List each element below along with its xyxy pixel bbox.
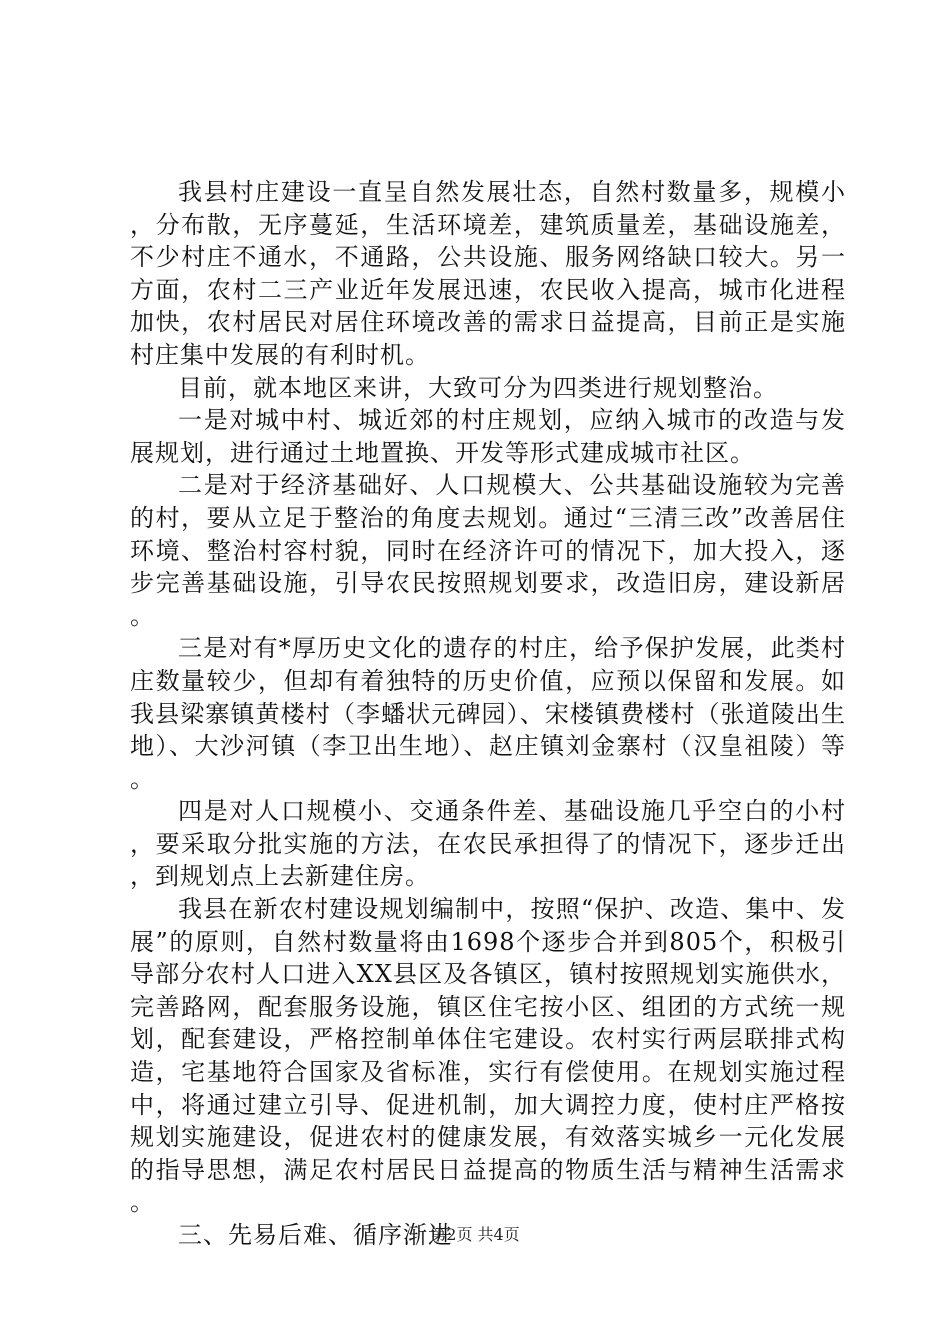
page-number-footer: 第2页 共4页 bbox=[430, 1225, 520, 1244]
document-body bbox=[130, 176, 846, 1252]
paragraph-four-categories: 目前，就本地区来讲，大致可分为四类进行规划整治。 bbox=[178, 373, 778, 402]
paragraph-village-status: 我县村庄建设一直呈自然发展壮态，自然村数量多，规模小，分布散，无序蔓延，生活环境差，建筑质量差，基础设施差，不少村庄不通水，不通路，公共设施、服务网络缺口较大。另一方面，农村二三产业近年发展迅速，农民收入提高，城市化进程加快，农村居民对居住环境改善的需求日益提高，目前正是实施村庄集中发展的有利时机。 bbox=[130, 178, 846, 369]
paragraph-category-two: 二是对于经济基础好、人口规模大、公共基础设施较为完善的村，要从立足于整治的角度去规划。通过“三清三改”改善居住环境、整治村容村貌，同时在经济许可的情况下，加大投入，逐步完善基础设施，引导农民按照规划要求，改造旧房，建设新居。 bbox=[130, 471, 846, 630]
paragraph-category-one: 一是对城中村、城近郊的村庄规划，应纳入城市的改造与发展规划，进行通过土地置换、开发等形式建成城市社区。 bbox=[130, 406, 846, 467]
paragraph-planning-principles: 我县在新农村建设规划编制中，按照“保护、改造、集中、发展”的原则，自然村数量将由1698个逐步合并到805个，积极引导部分农村人口进入XX县区及各镇区，镇村按照规划实施供水，完善路网，配套服务设施，镇区住宅按小区、组团的方式统一规划，配套建设，严格控制单体住宅建设。农村实行两层联排式构造，宅基地符合国家及省标准，实行有偿使用。在规划实施过程中，将通过建立引导、促进机制，加大调控力度，使村庄严格按规划实施建设，促进农村的健康发展，有效落实城乡一元化发展的指导思想，满足农村居民日益提高的物质生活与精神生活需求。 bbox=[130, 895, 846, 1217]
paragraph-category-three: 三是对有*厚历史文化的遗存的村庄，给予保护发展，此类村庄数量较少，但却有着独特的历史价值，应预以保留和发展。如我县梁寨镇黄楼村（李蟠状元碑园）、宋楼镇费楼村（张道陵出生地）、大沙河镇（李卫出生地）、赵庄镇刘金寨村（汉皇祖陵）等。 bbox=[130, 634, 846, 793]
paragraph-category-four: 四是对人口规模小、交通条件差、基础设施几乎空白的小村，要采取分批实施的方法，在农民承担得了的情况下，逐步迁出，到规划点上去新建住房。 bbox=[130, 797, 846, 891]
section-heading: 三、先易后难、循序渐进 bbox=[178, 1221, 453, 1249]
